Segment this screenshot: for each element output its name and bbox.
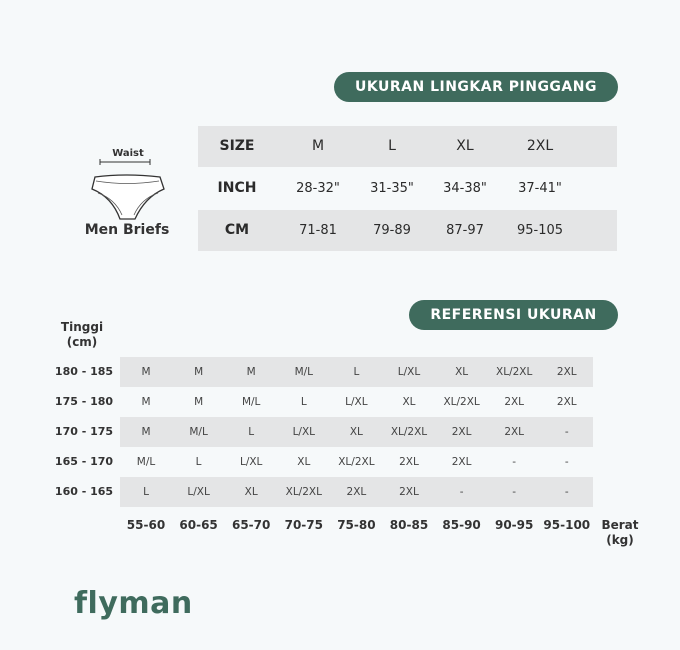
size-cell: L/XL [187, 486, 210, 498]
waist-row-inch [198, 168, 617, 209]
waist-label: Waist [112, 148, 144, 159]
size-cell: XL/2XL [443, 396, 480, 408]
weight-range-label: 95-100 [543, 518, 591, 532]
table-cell: 34-38" [443, 181, 487, 196]
weight-range-label: 90-95 [494, 518, 534, 532]
row-label: CM [224, 222, 250, 238]
size-cell: - [512, 456, 517, 468]
weight-range-label: 60-65 [179, 518, 218, 532]
size-cell: 2XL [399, 486, 419, 498]
height-label: Tinggi [60, 320, 104, 334]
size-cell: 2XL [451, 456, 472, 468]
height-axis-label [52, 320, 112, 350]
weight-range-label: 55-60 [126, 518, 166, 532]
size-cell: L/XL [239, 456, 263, 468]
size-cell: - [564, 456, 569, 468]
size-cell: M/L [294, 366, 314, 378]
size-cell: L [143, 486, 149, 498]
reference-row [120, 447, 593, 477]
size-cell: - [564, 426, 569, 438]
size-cell: L [300, 396, 307, 408]
size-cell: M [194, 396, 204, 408]
reference-row [120, 477, 593, 507]
size-cell: M [246, 366, 256, 378]
size-cell: XL [455, 366, 469, 378]
table-cell: M [311, 138, 325, 154]
briefs-icon [90, 159, 166, 225]
reference-chart-title: REFERENSI UKURAN [409, 300, 618, 330]
waist-row-size [198, 126, 617, 167]
size-cell: - [564, 486, 569, 498]
size-cell: XL [244, 486, 258, 498]
height-range-label: 160 - 165 [54, 485, 114, 498]
size-cell: M [141, 366, 151, 378]
waist-chart-title: UKURAN LINGKAR PINGGANG [334, 72, 618, 102]
size-cell: 2XL [451, 426, 472, 438]
size-cell: XL [402, 396, 416, 408]
reference-row [120, 387, 593, 417]
table-cell: 95-105 [516, 223, 564, 238]
table-cell: 71-81 [299, 223, 337, 238]
table-cell: 2XL [526, 138, 554, 154]
size-cell: L [248, 426, 255, 438]
table-cell: 37-41" [518, 181, 562, 196]
size-cell: XL/2XL [496, 366, 533, 378]
weight-label: Berat [601, 518, 639, 532]
size-cell: 2XL [399, 456, 419, 468]
reference-row [120, 357, 593, 387]
size-cell: - [459, 486, 464, 498]
size-cell: M/L [136, 456, 156, 468]
size-cell: L/XL [397, 366, 421, 378]
size-cell: XL [349, 426, 363, 438]
briefs-illustration [90, 148, 166, 229]
weight-range-label: 85-90 [442, 518, 481, 532]
size-cell: 2XL [504, 396, 525, 408]
table-cell: XL [456, 138, 474, 154]
row-label: INCH [217, 180, 257, 196]
table-cell: 87-97 [446, 223, 484, 238]
height-range-label: 170 - 175 [54, 425, 114, 438]
size-cell: XL [297, 456, 311, 468]
size-cell: L/XL [345, 396, 368, 408]
table-cell: 28-32" [296, 181, 340, 196]
weight-unit: (kg) [606, 533, 634, 547]
reference-row [120, 417, 593, 447]
size-cell: XL/2XL [390, 426, 428, 438]
size-cell: L [195, 456, 202, 468]
height-unit: (cm) [66, 335, 98, 349]
size-cell: 2XL [556, 396, 577, 408]
weight-axis-label [598, 518, 642, 548]
size-cell: L/XL [292, 426, 316, 438]
waist-row-cm [198, 210, 617, 251]
weight-range-label: 75-80 [337, 518, 376, 532]
size-cell: XL/2XL [338, 456, 375, 468]
row-label: SIZE [219, 138, 255, 154]
height-range-label: 175 - 180 [54, 395, 114, 408]
size-cell: - [512, 486, 517, 498]
briefs-caption: Men Briefs [84, 222, 170, 238]
table-cell: 79-89 [373, 223, 411, 238]
table-cell: 31-35" [370, 181, 414, 196]
weight-range-label: 70-75 [284, 518, 323, 532]
size-cell: M/L [241, 396, 261, 408]
size-cell: L [353, 366, 360, 378]
size-cell: M [141, 396, 151, 408]
height-range-label: 180 - 185 [54, 365, 114, 378]
size-cell: XL/2XL [285, 486, 322, 498]
size-cell: 2XL [556, 366, 577, 378]
flyman-logo: flyman [74, 586, 193, 621]
weight-range-label: 65-70 [231, 518, 271, 532]
size-cell: M/L [189, 426, 208, 438]
size-cell: M [141, 426, 151, 438]
weight-range-label: 80-85 [389, 518, 429, 532]
size-cell: 2XL [346, 486, 367, 498]
size-cell: M [194, 366, 204, 378]
size-cell: 2XL [504, 426, 525, 438]
height-range-label: 165 - 170 [54, 455, 114, 468]
table-cell: L [388, 138, 396, 154]
